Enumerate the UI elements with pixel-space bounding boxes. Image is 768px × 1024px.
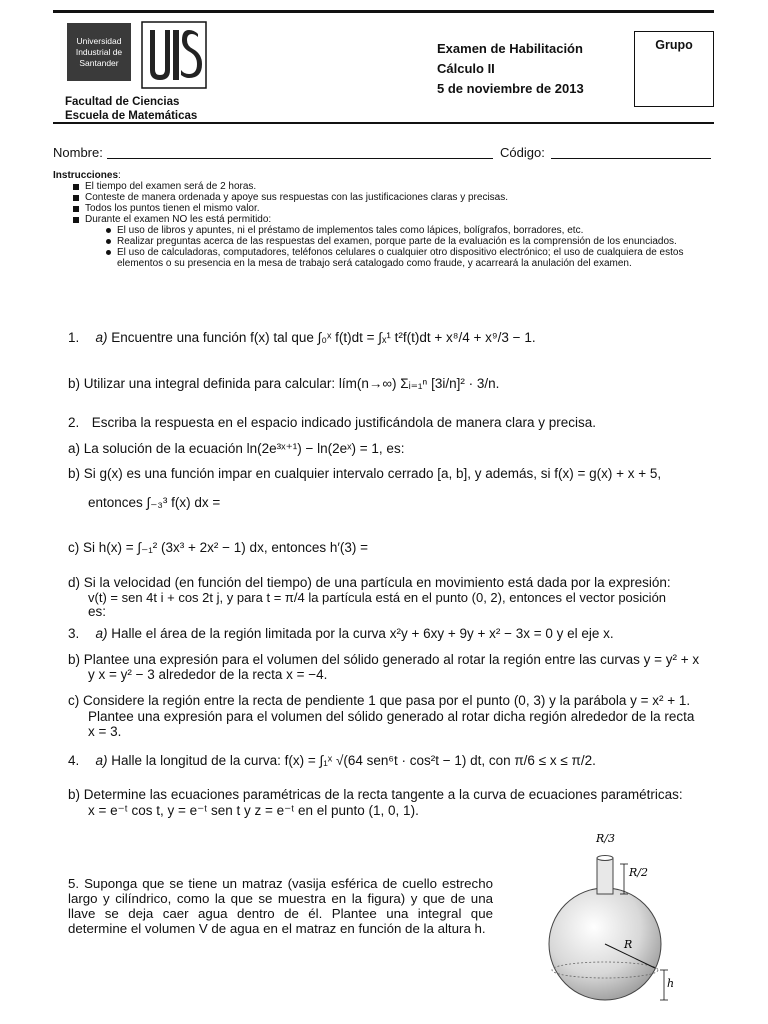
question-4b: b) Determine las ecuaciones paramétricas de la recta tangente a la curva de ecuaciones paramétricas: <box>68 787 683 802</box>
question-2b: b) Si g(x) es una función impar en cualquier intervalo cerrado [a, b], y además, si f(x) = g(x) + x + 5, <box>68 466 662 481</box>
question-1b-text: Utilizar una integral definida para calcular: lím(n→∞) Σᵢ₌₁ⁿ [3i/n]² · 3/n. <box>83 376 500 391</box>
question-3c-text: Considere la región entre la recta de pendiente 1 que pasa por el punto (0, 3) y la parábola y = x² + 1. <box>83 693 691 708</box>
question-3b-cont: y x = y² − 3 alrededor de la recta x = −4. <box>88 667 328 682</box>
instruction-item: Durante el examen NO les está permitido: <box>53 214 715 225</box>
question-1a: 1. a) Encuentre una función f(x) tal que ∫₀ˣ f(t)dt = ∫ₓ¹ t²f(t)dt + x⁸/4 + x⁹/3 − 1. <box>68 330 536 345</box>
neck-width-label: R/3 <box>596 832 615 845</box>
question-2d-cont: v(t) = sen 4t i + cos 2t j, y para t = π/4 la partícula está en el punto (0, 2), entonces el vector posición <box>88 590 667 605</box>
group-box[interactable] <box>634 31 714 107</box>
faculty-name: Facultad de Ciencias <box>65 96 180 108</box>
school-name: Escuela de Matemáticas <box>65 110 198 122</box>
question-4a-text: Halle la longitud de la curva: f(x) = ∫₁ˣ √(64 sen⁶t · cos²t − 1) dt, con π/6 ≤ x ≤ π/2. <box>111 753 596 768</box>
nombre-label: Nombre: <box>53 145 103 160</box>
neck-height-label: R/2 <box>629 866 648 879</box>
question-1a-text: Encuentre una función f(x) tal que ∫₀ˣ f(t)dt = ∫ₓ¹ t²f(t)dt + x⁸/4 + x⁹/3 − 1. <box>111 330 536 345</box>
instruction-item: Conteste de manera ordenada y apoye sus respuestas con las justificaciones claras y precisas. <box>53 192 715 203</box>
question-3b-text: Plantee una expresión para el volumen del sólido generado al rotar la región entre las curvas y = y² + x <box>83 652 700 667</box>
question-1b: b) Utilizar una integral definida para calcular: lím(n→∞) Σᵢ₌₁ⁿ [3i/n]² · 3/n. <box>68 376 500 391</box>
exam-title: Examen de Habilitación <box>437 41 583 56</box>
top-rule <box>53 10 714 13</box>
nombre-field[interactable] <box>107 158 493 159</box>
instruction-subitem: El uso de calculadoras, computadores, teléfonos celulares o cualquier otro dispositivo electrónico; el uso de cualquiera de estos elementos o su presencia en la mesa de trabajo será catalogado como fraude, y acarreará la anulación del examen. <box>53 247 715 269</box>
question-4b-cont: x = e⁻ᵗ cos t, y = e⁻ᵗ sen t y z = e⁻ᵗ en el punto (1, 0, 1). <box>88 803 419 818</box>
question-2d: d) Si la velocidad (en función del tiempo) de una partícula en movimiento está dada por la expresión: <box>68 575 671 590</box>
question-3a: 3. a) Halle el área de la región limitada por la curva x²y + 6xy + 9y + x² − 3x = 0 y el eje x. <box>68 626 614 641</box>
exam-header <box>437 39 584 99</box>
height-label: h <box>667 977 675 990</box>
instruction-item: Todos los puntos tienen el mismo valor. <box>53 203 715 214</box>
instruction-subitem: Realizar preguntas acerca de las respuestas del examen, porque parte de la evaluación es la comprensión de los enunciados. <box>53 236 715 247</box>
question-2d-cont2: es: <box>88 604 107 619</box>
university-logo <box>67 23 131 81</box>
header-rule <box>53 122 714 124</box>
question-3a-text: Halle el área de la región limitada por la curva x²y + 6xy + 9y + x² − 3x = 0 y el eje x. <box>111 626 614 641</box>
codigo-label: Código: <box>500 145 545 160</box>
university-name-line-2: Industrial de <box>75 46 123 57</box>
question-4b-text: Determine las ecuaciones paramétricas de la recta tangente a la curva de ecuaciones paramétricas: <box>83 787 683 802</box>
exam-date: 5 de noviembre de 2013 <box>437 81 584 96</box>
question-3c: c) Considere la región entre la recta de pendiente 1 que pasa por el punto (0, 3) y la parábola y = x² + 1. <box>68 693 691 708</box>
question-2a: a) La solución de la ecuación ln(2e³ˣ⁺¹) − ln(2eˣ) = 1, es: <box>68 441 405 456</box>
question-2c-text: Si h(x) = ∫₋₁² (3x³ + 2x² − 1) dx, entonces h′(3) = <box>83 540 369 555</box>
question-2b-cont: entonces ∫₋₃³ f(x) dx = <box>88 495 221 510</box>
university-name-line-3: Santander <box>79 57 119 68</box>
question-2a-text: La solución de la ecuación ln(2e³ˣ⁺¹) − ln(2eˣ) = 1, es: <box>83 441 405 456</box>
question-3b: b) Plantee una expresión para el volumen del sólido generado al rotar la región entre las curvas y = y² + x <box>68 652 700 667</box>
question-3c-cont2: x = 3. <box>88 724 122 739</box>
question-2: 2. Escriba la respuesta en el espacio indicado justificándola de manera clara y precisa. <box>68 415 597 430</box>
instructions-heading: Instrucciones <box>53 170 119 181</box>
university-name-line-1: Universidad <box>76 35 122 46</box>
uis-logo-icon <box>140 20 208 90</box>
codigo-field[interactable] <box>551 158 711 159</box>
instruction-subitem: El uso de libros y apuntes, ni el préstamo de implementos tales como lápices, bolígrafos, borradores, etc. <box>53 225 715 236</box>
radius-label: R <box>624 938 633 951</box>
question-5: 5. Suponga que se tiene un matraz (vasija esférica de cuello estrecho largo y cilíndrico, como la que se muestra en la figura) y que de una llave se deja caer agua dentro de él. Plantee una integral que determine el volumen V de agua en el matraz en función de la altura h. <box>68 876 493 936</box>
question-3c-cont: Plantee una expresión para el volumen del sólido generado al rotar dicha región alrededor de la recta <box>88 709 695 724</box>
question-4a: 4. a) Halle la longitud de la curva: f(x) = ∫₁ˣ √(64 sen⁶t · cos²t − 1) dt, con π/6 ≤ x ≤ π/2. <box>68 753 596 768</box>
question-2-text: Escriba la respuesta en el espacio indicado justificándola de manera clara y precisa. <box>91 415 597 430</box>
question-2d-text: Si la velocidad (en función del tiempo) de una partícula en movimiento está dada por la expresión: <box>83 575 671 590</box>
instruction-item: El tiempo del examen será de 2 horas. <box>53 181 715 192</box>
course-name: Cálculo II <box>437 61 495 76</box>
instructions: Instrucciones: El tiempo del examen será de 2 horas. Conteste de manera ordenada y apoye sus respuestas con las justificaciones claras y precisas. Todos los puntos tienen el mismo valor. Durante el examen NO les está permitido: El uso de libros y apuntes, ni el préstamo de implementos tales como lápices, bolígrafos, borradores, etc. Realizar preguntas acerca de las respuestas del examen, porque parte de la evaluación es la comprensión de los enunciados. El uso de calculadoras, computadores, teléfonos celulares o cualquier otro dispositivo electrónico; el uso de cualquiera de estos elementos o su presencia en la mesa de trabajo será catalogado como fraude, y acarreará la anulación del examen. <box>53 170 715 269</box>
group-label: Grupo <box>655 38 693 52</box>
question-2c: c) Si h(x) = ∫₋₁² (3x³ + 2x² − 1) dx, entonces h′(3) = <box>68 540 369 555</box>
question-2b-text: Si g(x) es una función impar en cualquier intervalo cerrado [a, b], y además, si f(x) = g(x) + x + 5, <box>83 466 662 481</box>
question-5-text: Suponga que se tiene un matraz (vasija esférica de cuello estrecho largo y cilíndrico, como la que se muestra en la figura) y que de una llave se deja caer agua dentro de él. Plantee una integral que determine el volumen V de agua en el matraz en función de la altura h. <box>68 876 493 936</box>
flask-figure <box>540 830 685 1015</box>
faculty-block <box>65 95 197 123</box>
